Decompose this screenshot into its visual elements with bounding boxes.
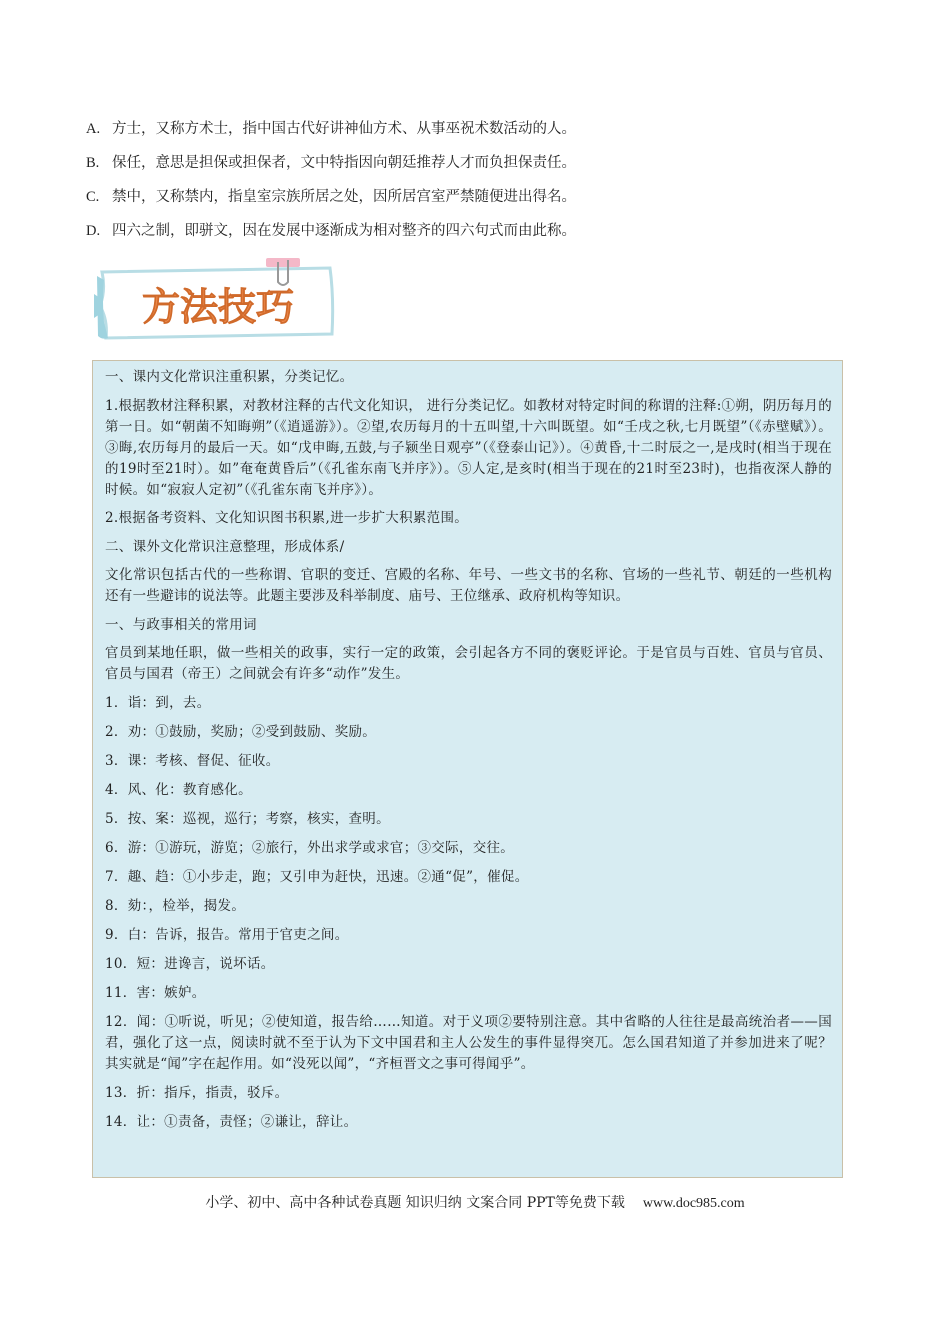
list-item: 5．按、案：巡视，巡行；考察，核实，查明。: [105, 810, 390, 827]
page-footer: [0, 1192, 950, 1212]
section-banner: [94, 258, 344, 342]
option-a: [86, 112, 886, 146]
list-item: 2．劝：①鼓励，奖励；②受到鼓励、奖励。: [105, 723, 377, 740]
option-text: 方士，又称方术士，指中国古代好讲神仙方术、从事巫祝术数活动的人。: [112, 121, 576, 137]
tips-paragraph: 一、课内文化常识注重积累，分类记忆。: [105, 369, 354, 385]
tips-paragraph: 文化常识包括古代的一些称谓、官职的变迁、宫殿的名称、年号、一些文书的名称、官场的一些礼节、朝廷的一些机构还有一些避讳的说法等。此题主要涉及科举制度、庙号、王位继承、政府机构等知识。: [105, 567, 832, 604]
option-letter: B.: [86, 155, 100, 171]
answer-options: [86, 112, 886, 248]
option-text: 四六之制，即骈文，因在发展中逐渐成为相对整齐的四六句式而由此称。: [112, 223, 576, 239]
option-c: [86, 180, 886, 214]
option-d: [86, 214, 886, 248]
banner-title: 方法技巧: [141, 284, 295, 329]
list-item: 3．课：考核、督促、征收。: [105, 752, 280, 769]
option-text: 禁中，又称禁内，指皇室宗族所居之处，因所居宫室严禁随便进出得名。: [112, 189, 576, 205]
option-letter: D.: [86, 223, 101, 239]
list-item: 11．害：嫉妒。: [105, 984, 206, 1001]
list-item: 9．白：告诉，报告。常用于官吏之间。: [105, 926, 349, 943]
option-b: [86, 146, 886, 180]
list-item: 4．风、化：教育感化。: [105, 781, 252, 798]
list-item: 10．短：进谗言，说坏话。: [105, 955, 275, 972]
list-item: 1．诣：到，去。: [105, 694, 211, 711]
footer-text: 小学、初中、高中各种试卷真题 知识归纳 文案合同 PPT等免费下载: [205, 1195, 625, 1211]
tips-paragraph: 官员到某地任职，做一些相关的政事，实行一定的政策，会引起各方不同的褒贬评论。于是官员与百姓、官员与官员、官员与国君（帝王）之间就会有许多“动作”发生。: [105, 645, 832, 682]
tips-paragraph: 1.根据教材注释积累，对教材注释的古代文化知识， 进行分类记忆。如教材对特定时间的称谓的注释:①朔，阴历每月的第一日。如“朝菌不知晦朔”（《逍遥游》）。②望,农历每月的十五叫望,十六叫既望。如“壬戌之秋,七月既望”（《赤壁赋》）。③晦,农历每月的最后一天。如“戊申晦,五鼓,与子颍坐日观亭”（《登泰山记》）。④黄昏,十二时辰之一,是戌时(相当于现在的19时至21时）。如”奄奄黄昏后”（《孔雀东南飞并序》）。⑤人定,是亥时(相当于现在的21时至23时)，也指夜深人静的时候。如“寂寂人定初”（《孔雀东南飞并序》）。: [105, 397, 832, 498]
option-letter: C.: [86, 189, 100, 205]
list-item: 7．趣、趋：①小步走，跑；又引申为赶快，迅速。②通“促”，催促。: [105, 868, 529, 885]
list-item: 6．游：①游玩，游览；②旅行，外出求学或求官；③交际，交往。: [105, 839, 515, 856]
list-item: 14．让：①责备，责怪；②谦让，辞让。: [105, 1113, 358, 1130]
banner-graphic: [94, 258, 344, 342]
option-text: 保任，意思是担保或担保者，文中特指因向朝廷推荐人才而负担保责任。: [112, 155, 576, 171]
tips-paragraph: 2.根据备考资料、文化知识图书积累,进一步扩大积累范围。: [105, 510, 469, 526]
list-item: 13．折：指斥，指责，驳斥。: [105, 1084, 289, 1101]
tips-paragraph: 二、课外文化常识注意整理，形成体系/: [105, 538, 345, 555]
footer-link[interactable]: www.doc985.com: [642, 1196, 745, 1211]
option-letter: A.: [86, 121, 101, 137]
list-item: 12．闻：①听说，听见；②使知道，报告给……知道。对于义项②要特别注意。其中省略的人往往是最高统治者——国君，强化了这一点，阅读时就不至于认为下文中国君和主人公发生的事件显得突兀。怎么国君知道了并参加进来了呢？其实就是“闻”字在起作用。如“没死以闻”，“齐桓晋文之事可得闻乎”。: [105, 1013, 832, 1072]
list-item: 8．劾：，检举，揭发。: [105, 897, 246, 914]
tips-paragraph: 一、与政事相关的常用词: [105, 616, 257, 633]
tips-box: [92, 360, 843, 1178]
